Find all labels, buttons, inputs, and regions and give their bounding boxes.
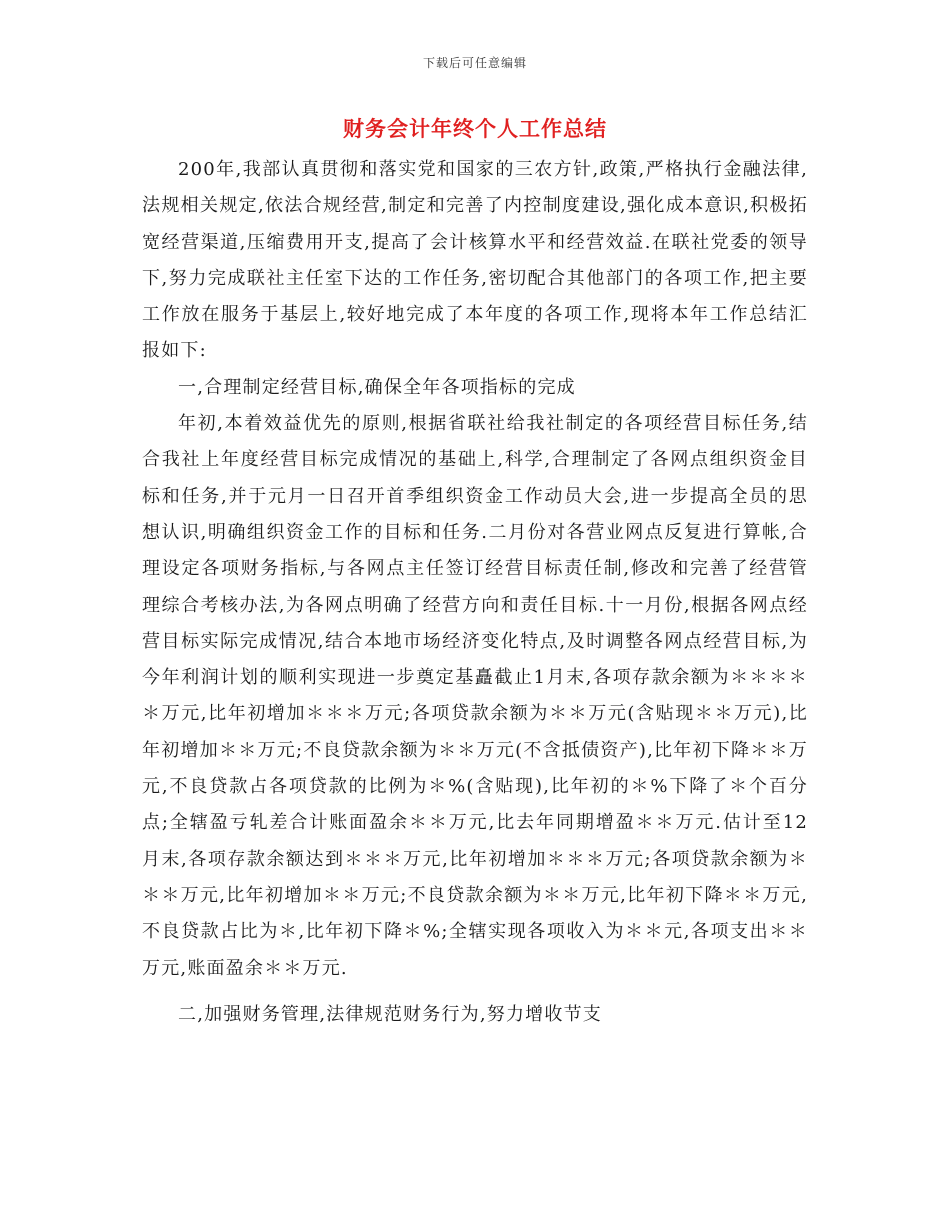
intro-paragraph: 200年,我部认真贯彻和落实党和国家的三农方针,政策,严格执行金融法律,法规相关规定,依法合规经营,制定和完善了内控制度建设,强化成本意识,积极拓宽经营渠道,压缩费用开支,提高了会计核算水平和经营效益.在联社党委的领导下,努力完成联社主任室下达的工作任务,密切配合其他部门的各项工作,把主要工作放在服务于基层上,较好地完成了本年度的各项工作,现将本年工作总结汇报如下: <box>142 159 808 362</box>
section-2-heading: 二,加强财务管理,法律规范财务行为,努力增收节支 <box>178 1003 602 1025</box>
document-title: 财务会计年终个人工作总结 <box>343 116 607 141</box>
document-body <box>142 152 808 1033</box>
page-header-note: 下载后可任意编辑 <box>422 56 527 70</box>
section-1-paragraph: 年初,本着效益优先的原则,根据省联社给我社制定的各项经营目标任务,结合我社上年度经营目标完成情况的基础上,科学,合理制定了各网点组织资金目标和任务,并于元月一日召开首季组织资金工作动员大会,进一步提高全员的思想认识,明确组织资金工作的目标和任务.二月份对各营业网点反复进行算帐,合理设定各项财务指标,与各网点主任签订经营目标责任制,修改和完善了经营管理综合考核办法,为各网点明确了经营方向和责任目标.十一月份,根据各网点经营目标实际完成情况,结合本地市场经济变化特点,及时调整各网点经营目标,为今年利润计划的顺利实现进一步奠定基矗截止1月末,各项存款余额为＊＊＊＊＊万元,比年初增加＊＊＊万元;各项贷款余额为＊＊万元(含贴现＊＊万元),比年初增加＊＊万元;不良贷款余额为＊＊万元(不含抵债资产),比年初下降＊＊万元,不良贷款占各项贷款的比例为＊%(含贴现),比年初的＊%下降了＊个百分点;全辖盈亏轧差合计账面盈余＊＊万元,比去年同期增盈＊＊万元.估计至12 月末,各项存款余额达到＊＊＊万元,比年初增加＊＊＊万元;各项贷款余额为＊＊＊万元,比年初增加＊＊万元;不良贷款余额为＊＊万元,比年初下降＊＊万元,不良贷款占比为＊,比年初下降＊%;全辖实现各项收入为＊＊元,各项支出＊＊万元,账面盈余＊＊万元. <box>142 413 808 979</box>
section-1-heading: 一,合理制定经营目标,确保全年各项指标的完成 <box>178 376 576 398</box>
